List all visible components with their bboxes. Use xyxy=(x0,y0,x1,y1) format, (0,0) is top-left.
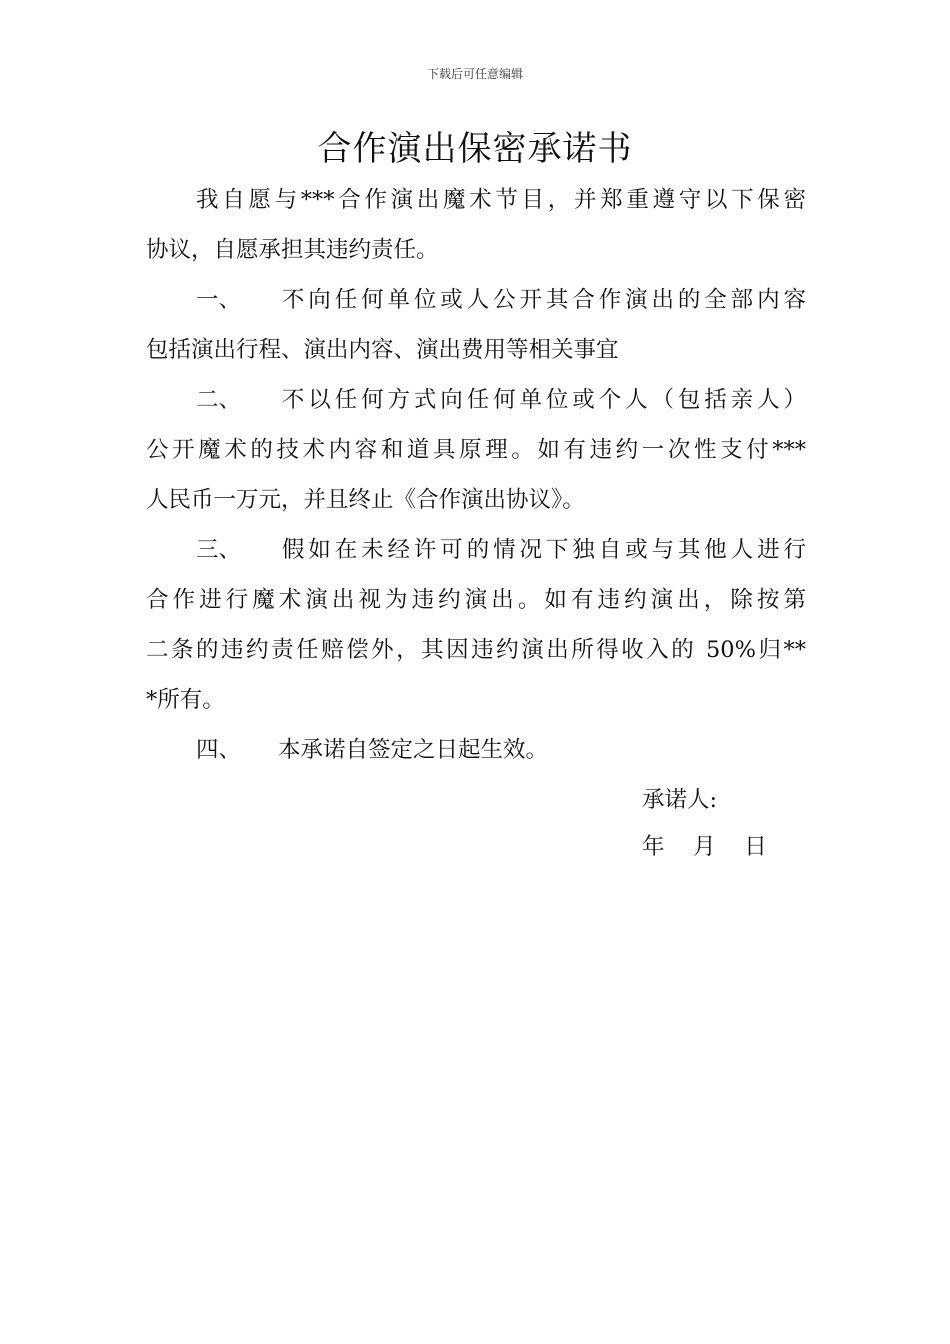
clause-2-line-1 xyxy=(196,385,806,415)
clause-4-text: 本承诺自签定之日起生效。 xyxy=(278,737,549,763)
promisor-label: 承诺人: xyxy=(642,787,718,813)
clause-3-line-3: 二条的违约责任赔偿外，其因违约演出所得收入的 50%归** xyxy=(146,637,806,663)
clause-1-line-1 xyxy=(196,285,806,315)
clause-3-number: 三、 xyxy=(196,537,242,563)
clause-2-line-3: 人民币一万元，并且终止《合作演出协议》。 xyxy=(146,487,585,513)
clause-3-line-4: *所有。 xyxy=(146,687,225,713)
clause-4-line-1 xyxy=(196,735,806,765)
clause-1-text: 不向任何单位或人公开其合作演出的全部内容 xyxy=(278,287,806,313)
intro-line-2: 协议，自愿承担其违约责任。 xyxy=(146,237,439,263)
signature-date: 年 月 日 xyxy=(642,834,767,860)
clause-4-number: 四、 xyxy=(196,737,242,763)
clause-1-line-2: 包括演出行程、演出内容、演出费用等相关事宜 xyxy=(146,337,619,363)
clause-2-text: 不以任何方式向任何单位或个人（包括亲人） xyxy=(278,387,806,413)
clause-3-text: 假如在未经许可的情况下独自或与其他人进行 xyxy=(278,537,806,563)
clause-3-line-2: 合作进行魔术演出视为违约演出。如有违约演出，除按第 xyxy=(146,587,806,613)
document-title: 合作演出保密承诺书 xyxy=(317,129,633,169)
clause-3-line-1 xyxy=(196,535,806,565)
clause-2-line-2: 公开魔术的技术内容和道具原理。如有违约一次性支付*** xyxy=(146,437,806,463)
header-note: 下载后可任意编辑 xyxy=(426,67,523,81)
clause-1-number: 一、 xyxy=(196,287,242,313)
clause-2-number: 二、 xyxy=(196,387,242,413)
intro-line-1: 我自愿与***合作演出魔术节目，并郑重遵守以下保密 xyxy=(196,187,806,213)
